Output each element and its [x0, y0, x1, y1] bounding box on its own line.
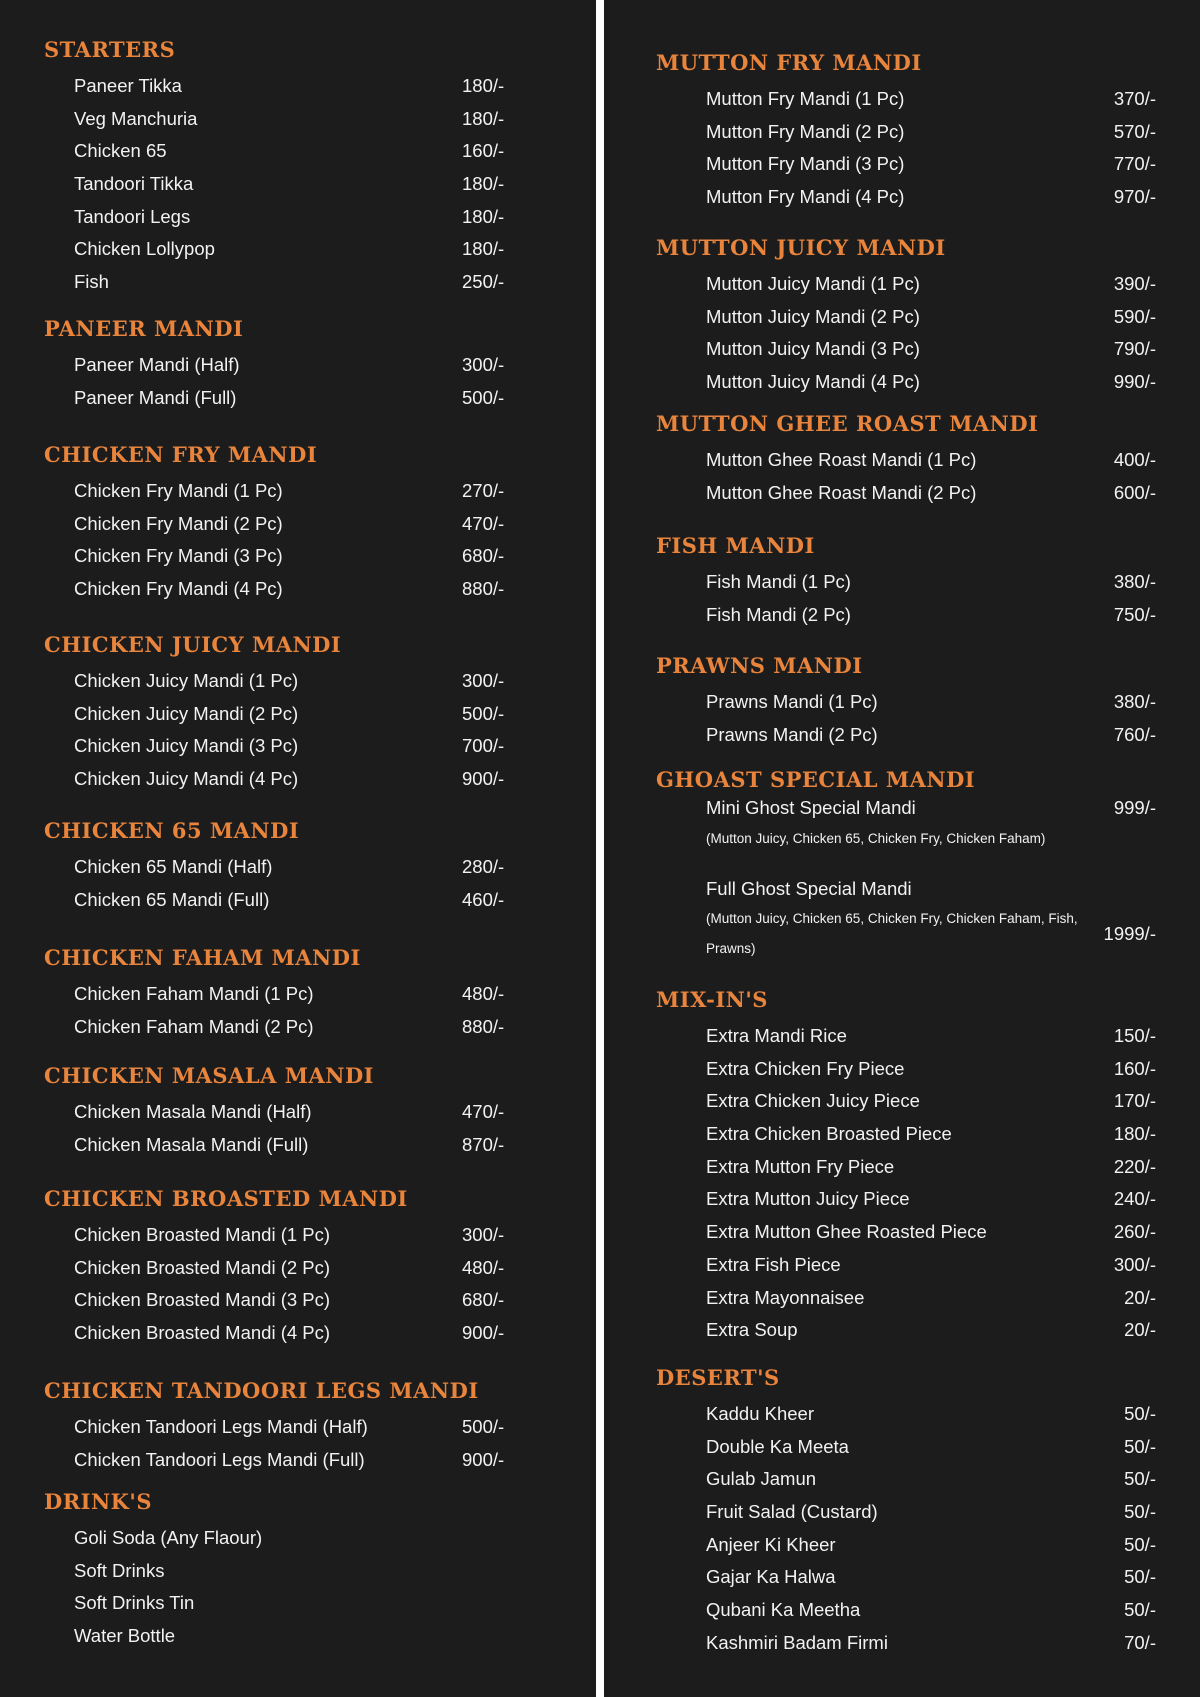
menu-item — [656, 83, 1200, 116]
combo-item-mini — [656, 797, 1200, 880]
section-paneer-mandi — [44, 316, 505, 414]
menu-item — [44, 201, 505, 234]
item-name: Mutton Juicy Mandi (2 Pc) — [706, 305, 920, 327]
item-price: 250/- — [462, 271, 505, 293]
item-price: 160/- — [1113, 1057, 1156, 1079]
menu-item — [656, 1249, 1200, 1282]
item-price: 390/- — [1113, 273, 1156, 294]
item-name: Kaddu Kheer — [706, 1403, 815, 1424]
item-name: Goli Soda (Any Flaour) — [74, 1527, 263, 1548]
item-price: 180/- — [462, 238, 505, 260]
item-name: Extra Mayonnaisee — [706, 1286, 865, 1308]
item-price: 300/- — [1113, 1253, 1156, 1275]
menu-item — [656, 268, 1200, 301]
menu-item — [44, 1587, 195, 1620]
menu-item — [656, 1085, 1200, 1118]
menu-item — [44, 135, 505, 168]
item-name: Mutton Juicy Mandi (4 Pc) — [706, 371, 920, 393]
item-price: 990/- — [1113, 371, 1156, 393]
menu-item — [656, 566, 1200, 599]
item-name: Extra Mutton Fry Piece — [706, 1155, 895, 1177]
section-heading: CHICKEN FRY MANDI — [44, 442, 318, 467]
item-price: 680/- — [462, 545, 505, 567]
item-name: Fish Mandi (2 Pc) — [706, 603, 851, 625]
item-name: Soft Drinks — [74, 1559, 165, 1581]
section-heading: MIX-IN'S — [656, 987, 768, 1012]
menu-item — [44, 475, 505, 508]
section-heading: PRAWNS MANDI — [656, 653, 863, 678]
item-name: Chicken 65 Mandi (Half) — [74, 856, 273, 877]
item-price: 900/- — [462, 1448, 505, 1470]
item-price: 480/- — [462, 983, 505, 1004]
item-price: 50/- — [1124, 1403, 1156, 1424]
section-heading: CHICKEN FAHAM MANDI — [44, 945, 361, 970]
item-price: 180/- — [462, 75, 505, 96]
item-price: 300/- — [462, 354, 505, 375]
item-description: (Mutton Juicy, Chicken 65, Chicken Fry, Chicken Faham) — [706, 831, 1046, 846]
item-price: 300/- — [462, 1224, 505, 1245]
menu-item — [656, 444, 1200, 477]
item-name: Chicken Broasted Mandi (3 Pc) — [74, 1289, 331, 1311]
section-ghost-special-mandi — [656, 767, 1200, 990]
menu-item — [44, 665, 505, 698]
item-price: 180/- — [462, 205, 505, 227]
menu-item — [656, 1183, 1200, 1216]
menu-item — [44, 70, 505, 103]
menu-column-right — [604, 0, 1200, 1697]
item-name: Fish Mandi (1 Pc) — [706, 571, 851, 592]
item-price: 70/- — [1124, 1631, 1156, 1653]
item-price: 900/- — [462, 1322, 505, 1344]
item-name: Anjeer Ki Kheer — [706, 1533, 836, 1555]
item-price: 50/- — [1124, 1533, 1156, 1555]
item-name: Mutton Juicy Mandi (3 Pc) — [706, 338, 920, 360]
menu-item — [656, 1398, 1200, 1431]
menu-item — [656, 1118, 1200, 1151]
section-heading: CHICKEN MASALA MANDI — [44, 1063, 374, 1088]
item-price: 700/- — [462, 735, 505, 757]
item-price: 50/- — [1124, 1566, 1156, 1588]
item-name: Chicken Fry Mandi (3 Pc) — [74, 545, 283, 567]
item-name: Mutton Ghee Roast Mandi (2 Pc) — [706, 481, 977, 503]
item-name: Mutton Fry Mandi (3 Pc) — [706, 153, 905, 175]
menu-item — [44, 1252, 505, 1285]
item-price: 240/- — [1113, 1188, 1156, 1210]
menu-item — [44, 730, 505, 763]
section-mix-ins — [656, 987, 1200, 1347]
section-heading: MUTTON GHEE ROAST MANDI — [656, 411, 1039, 436]
item-price: 1999/- — [1103, 923, 1156, 944]
item-name: Fruit Salad (Custard) — [706, 1501, 878, 1523]
item-name: Fish — [74, 271, 109, 293]
item-price: 880/- — [462, 1015, 505, 1037]
item-name: Chicken Tandoori Legs Mandi (Half) — [74, 1416, 368, 1437]
menu-item — [44, 540, 505, 573]
item-price: 370/- — [1113, 88, 1156, 109]
section-mutton-fry-mandi — [656, 50, 1200, 214]
item-price: 50/- — [1124, 1435, 1156, 1457]
menu-item — [44, 1219, 505, 1252]
item-price: 20/- — [1124, 1286, 1156, 1308]
item-price: 500/- — [462, 1416, 505, 1437]
menu-item — [656, 1053, 1200, 1086]
section-heading: DRINK'S — [44, 1489, 153, 1514]
item-name: Chicken Broasted Mandi (2 Pc) — [74, 1256, 331, 1278]
section-chicken-fry-mandi — [44, 442, 505, 606]
menu-item — [656, 1020, 1200, 1053]
section-heading: CHICKEN 65 MANDI — [44, 818, 300, 843]
menu-item — [656, 116, 1200, 149]
item-price: 999/- — [1113, 797, 1156, 818]
item-name: Extra Chicken Broasted Piece — [706, 1123, 952, 1145]
menu-item — [656, 719, 1200, 752]
item-price: 180/- — [462, 173, 505, 195]
section-fish-mandi — [656, 533, 1200, 631]
item-name: Chicken Masala Mandi (Half) — [74, 1101, 312, 1122]
section-heading: DESERT'S — [656, 1365, 780, 1390]
item-price: 790/- — [1113, 338, 1156, 360]
item-name: Chicken Fry Mandi (4 Pc) — [74, 578, 283, 600]
menu-item — [44, 1522, 263, 1555]
item-name: Extra Chicken Fry Piece — [706, 1057, 905, 1079]
item-price: 900/- — [462, 768, 505, 790]
item-name: Chicken Juicy Mandi (4 Pc) — [74, 768, 299, 790]
item-price: 970/- — [1113, 186, 1156, 208]
item-price: 170/- — [1113, 1090, 1156, 1112]
menu-item — [44, 573, 505, 606]
menu-item — [656, 477, 1200, 510]
item-name: Veg Manchuria — [74, 107, 198, 129]
item-price: 600/- — [1113, 481, 1156, 503]
menu-item — [656, 1627, 1200, 1660]
combo-item-full — [656, 880, 1200, 990]
item-name: Extra Fish Piece — [706, 1253, 841, 1275]
item-name: Tandoori Legs — [74, 205, 191, 227]
section-heading: STARTERS — [44, 37, 176, 62]
menu-item — [656, 1431, 1200, 1464]
section-heading: MUTTON JUICY MANDI — [656, 235, 946, 260]
menu-item — [656, 599, 1200, 632]
section-chicken-faham-mandi — [44, 945, 505, 1043]
item-price: 280/- — [462, 856, 505, 877]
item-name: Chicken Juicy Mandi (1 Pc) — [74, 670, 299, 691]
item-price: 50/- — [1124, 1501, 1156, 1523]
item-name: Mutton Juicy Mandi (1 Pc) — [706, 273, 920, 294]
item-price: 300/- — [462, 670, 505, 691]
item-name: Mini Ghost Special Mandi — [706, 797, 916, 818]
item-price: 770/- — [1113, 153, 1156, 175]
menu-item — [44, 884, 505, 917]
menu-item — [656, 1314, 1200, 1347]
section-chicken-tandoori-legs-mandi — [44, 1378, 505, 1476]
menu-item — [44, 1317, 505, 1350]
menu-item — [44, 1620, 176, 1653]
item-price: 870/- — [462, 1133, 505, 1155]
item-name: Extra Mutton Ghee Roasted Piece — [706, 1221, 987, 1243]
item-price: 460/- — [462, 888, 505, 910]
menu-item — [44, 1284, 505, 1317]
item-description: (Mutton Juicy, Chicken 65, Chicken Fry, Chicken Faham, Fish, Prawns) — [706, 911, 1078, 956]
menu-item — [44, 1129, 505, 1162]
section-chicken-juicy-mandi — [44, 632, 505, 796]
item-price: 570/- — [1113, 120, 1156, 142]
item-name: Extra Mandi Rice — [706, 1025, 847, 1046]
item-price: 160/- — [462, 140, 505, 162]
item-name: Chicken Broasted Mandi (1 Pc) — [74, 1224, 331, 1245]
menu-item — [656, 1282, 1200, 1315]
menu-item — [44, 349, 505, 382]
item-price: 680/- — [462, 1289, 505, 1311]
menu-item — [44, 103, 505, 136]
item-name: Tandoori Tikka — [74, 173, 194, 195]
item-name: Paneer Mandi (Half) — [74, 354, 240, 375]
item-name: Kashmiri Badam Firmi — [706, 1631, 888, 1653]
item-name: Prawns Mandi (1 Pc) — [706, 691, 878, 712]
menu-item — [44, 508, 505, 541]
menu-item — [656, 1151, 1200, 1184]
item-price: 760/- — [1113, 723, 1156, 745]
section-chicken-broasted-mandi — [44, 1186, 505, 1350]
item-name: Chicken Tandoori Legs Mandi (Full) — [74, 1448, 365, 1470]
section-heading: CHICKEN BROASTED MANDI — [44, 1186, 408, 1211]
menu-item — [656, 148, 1200, 181]
menu-item — [44, 266, 505, 299]
menu-item — [44, 1411, 505, 1444]
section-heading: CHICKEN TANDOORI LEGS MANDI — [44, 1378, 479, 1403]
item-name: Chicken Lollypop — [74, 238, 215, 260]
section-heading: MUTTON FRY MANDI — [656, 50, 922, 75]
item-name: Qubani Ka Meetha — [706, 1599, 861, 1621]
item-price: 880/- — [462, 578, 505, 600]
item-name: Chicken Juicy Mandi (3 Pc) — [74, 735, 299, 757]
item-price: 180/- — [1113, 1123, 1156, 1145]
item-name: Water Bottle — [74, 1625, 176, 1647]
menu-item — [656, 366, 1200, 399]
item-name: Extra Chicken Juicy Piece — [706, 1090, 920, 1112]
item-name: Extra Mutton Juicy Piece — [706, 1188, 910, 1210]
menu-item — [44, 763, 505, 796]
item-price: 20/- — [1124, 1319, 1156, 1341]
item-name: Mutton Fry Mandi (1 Pc) — [706, 88, 905, 109]
item-name: Chicken 65 — [74, 140, 167, 162]
menu-item — [656, 1594, 1200, 1627]
item-name: Chicken 65 Mandi (Full) — [74, 888, 270, 910]
item-name: Gulab Jamun — [706, 1468, 817, 1490]
item-price: 150/- — [1113, 1025, 1156, 1046]
item-price: 590/- — [1113, 305, 1156, 327]
menu-item — [656, 301, 1200, 334]
menu-column-left — [0, 0, 596, 1697]
item-price: 50/- — [1124, 1599, 1156, 1621]
item-price: 750/- — [1113, 603, 1156, 625]
item-price: 380/- — [1113, 571, 1156, 592]
menu-item — [44, 1011, 505, 1044]
section-mutton-juicy-mandi — [656, 235, 1200, 399]
menu-item — [656, 333, 1200, 366]
item-price: 470/- — [462, 1101, 505, 1122]
item-name: Paneer Mandi (Full) — [74, 386, 237, 408]
item-name: Soft Drinks Tin — [74, 1592, 195, 1614]
item-price: 220/- — [1113, 1155, 1156, 1177]
item-name: Mutton Ghee Roast Mandi (1 Pc) — [706, 449, 977, 470]
menu-item — [656, 181, 1200, 214]
item-price: 470/- — [462, 512, 505, 534]
menu-item — [656, 1463, 1200, 1496]
section-heading: FISH MANDI — [656, 533, 815, 558]
item-name: Chicken Fry Mandi (2 Pc) — [74, 512, 283, 534]
item-price: 500/- — [462, 386, 505, 408]
section-heading: GHOAST SPECIAL MANDI — [656, 767, 976, 792]
item-name: Chicken Fry Mandi (1 Pc) — [74, 480, 283, 501]
menu-item — [656, 1496, 1200, 1529]
item-name: Chicken Faham Mandi (1 Pc) — [74, 983, 314, 1004]
section-heading: PANEER MANDI — [44, 316, 244, 341]
menu-item — [44, 851, 505, 884]
section-prawns-mandi — [656, 653, 1200, 751]
section-heading: CHICKEN JUICY MANDI — [44, 632, 342, 657]
item-name: Mutton Fry Mandi (2 Pc) — [706, 120, 905, 142]
item-name: Chicken Broasted Mandi (4 Pc) — [74, 1322, 331, 1344]
item-price: 50/- — [1124, 1468, 1156, 1490]
item-name: Chicken Masala Mandi (Full) — [74, 1133, 309, 1155]
item-price: 380/- — [1113, 691, 1156, 712]
item-name: Double Ka Meeta — [706, 1435, 849, 1457]
menu-item — [44, 382, 505, 415]
menu-item — [656, 1561, 1200, 1594]
item-price: 400/- — [1113, 449, 1156, 470]
section-chicken-masala-mandi — [44, 1063, 505, 1161]
menu-item — [656, 1529, 1200, 1562]
item-price: 180/- — [462, 107, 505, 129]
item-name: Mutton Fry Mandi (4 Pc) — [706, 186, 905, 208]
item-name: Extra Soup — [706, 1319, 798, 1341]
menu-item — [44, 1444, 505, 1477]
item-name: Chicken Juicy Mandi (2 Pc) — [74, 702, 299, 724]
item-name: Prawns Mandi (2 Pc) — [706, 723, 878, 745]
item-price: 260/- — [1113, 1221, 1156, 1243]
item-price: 500/- — [462, 702, 505, 724]
section-deserts — [656, 1365, 1200, 1660]
section-starters — [44, 37, 505, 299]
menu-item — [44, 1096, 505, 1129]
menu-item — [656, 1216, 1200, 1249]
menu-item — [656, 686, 1200, 719]
menu-item — [44, 168, 505, 201]
item-name: Gajar Ka Halwa — [706, 1566, 836, 1588]
item-name: Chicken Faham Mandi (2 Pc) — [74, 1015, 314, 1037]
item-name: Paneer Tikka — [74, 75, 182, 96]
item-price: 480/- — [462, 1256, 505, 1278]
item-price: 270/- — [462, 480, 505, 501]
menu-item — [44, 698, 505, 731]
menu-item — [44, 1555, 165, 1588]
menu-item — [44, 233, 505, 266]
section-drinks — [44, 1489, 263, 1653]
menu-item — [44, 978, 505, 1011]
section-chicken-65-mandi — [44, 818, 505, 916]
section-mutton-ghee-roast-mandi — [656, 411, 1200, 509]
item-name: Full Ghost Special Mandi — [706, 878, 912, 899]
